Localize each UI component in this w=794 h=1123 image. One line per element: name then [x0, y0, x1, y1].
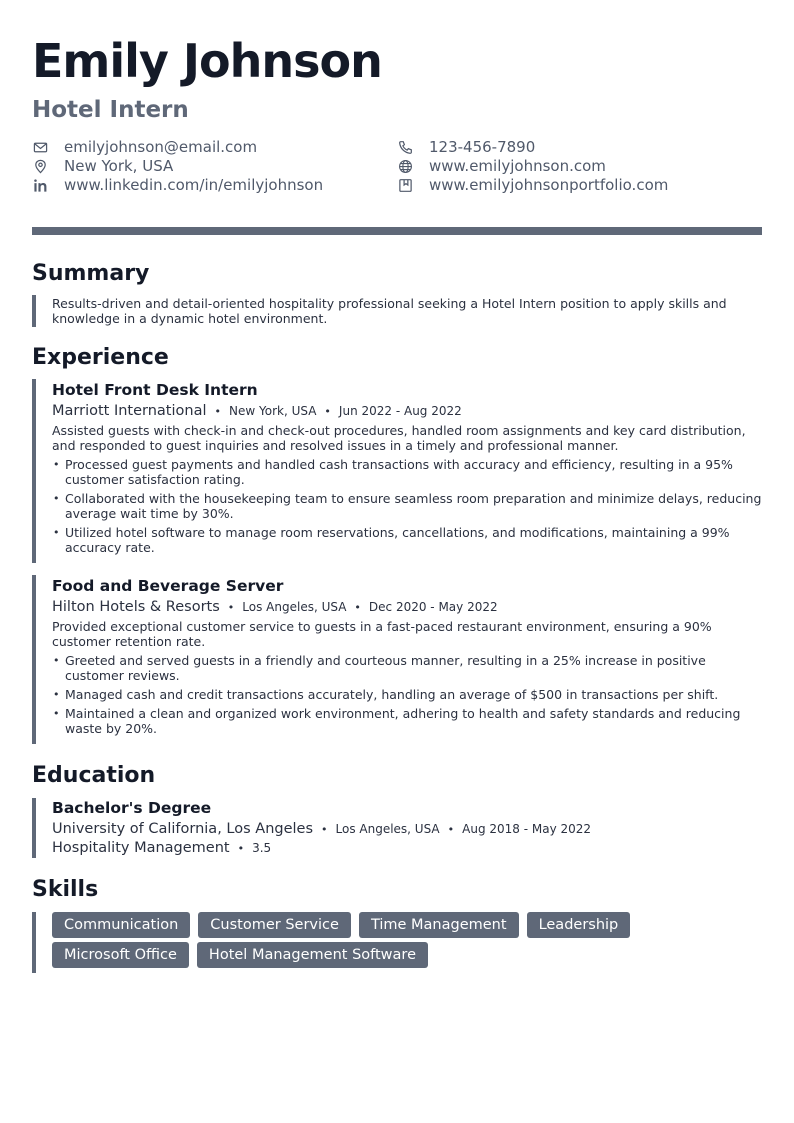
email-text: emilyjohnson@email.com [64, 138, 258, 156]
education-meta [52, 821, 762, 837]
separator-dot: • [237, 842, 245, 855]
skill-tag: Microsoft Office [52, 942, 189, 968]
job-company: Hilton Hotels & Resorts [52, 599, 220, 615]
contact-list [32, 138, 762, 194]
job-bullet: • Utilized hotel software to manage room reservations, cancellations, and modifications, maintaining a 99% accuracy rate. [52, 525, 762, 555]
separator-dot: • [214, 405, 221, 418]
skills-block [32, 912, 762, 973]
job-bullet: • Processed guest payments and handled cash transactions with accuracy and efficiency, resulting in a 95% customer satisfaction rating. [52, 457, 762, 487]
skill-tag: Communication [52, 912, 190, 938]
job-meta [52, 403, 762, 419]
experience-entry [32, 379, 762, 563]
education-field-row [52, 840, 762, 856]
job-bullet: • Managed cash and credit transactions accurately, handling an average of $500 in transactions per shift. [52, 687, 762, 702]
experience-entry [32, 575, 762, 744]
job-location: New York, USA [229, 404, 317, 418]
school-name: University of California, Los Angeles [52, 821, 314, 837]
phone-icon [397, 139, 413, 155]
portfolio-text: www.emilyjohnsonportfolio.com [429, 176, 669, 194]
education-heading: Education [32, 763, 156, 788]
education-entry [32, 798, 762, 858]
candidate-role: Hotel Intern [32, 97, 189, 123]
website-text: www.emilyjohnson.com [429, 157, 606, 175]
job-bullets [52, 653, 762, 736]
degree-title: Bachelor's Degree [52, 799, 212, 817]
skill-tag: Customer Service [198, 912, 351, 938]
job-description: Assisted guests with check-in and check-out procedures, handled room assignments and key card distribution, and responded to guest inquiries and resolved issues in a timely and professional manner. [52, 423, 746, 453]
job-bullet: • Greeted and served guests in a friendly and courteous manner, resulting in a 25% increase in positive customer reviews. [52, 653, 762, 683]
education-dates: Aug 2018 - May 2022 [462, 822, 592, 836]
summary-heading: Summary [32, 261, 150, 286]
location-text: New York, USA [64, 157, 174, 175]
contact-location [32, 157, 397, 175]
job-bullets [52, 457, 762, 555]
separator-dot: • [447, 823, 455, 836]
job-bullet: • Maintained a clean and organized work environment, adhering to health and safety standards and reducing waste by 20%. [52, 706, 762, 736]
candidate-name: Emily Johnson [32, 34, 382, 88]
linkedin-text: www.linkedin.com/in/emilyjohnson [64, 176, 324, 194]
separator-dot: • [354, 601, 361, 614]
header-divider [32, 227, 762, 235]
job-dates: Dec 2020 - May 2022 [368, 600, 498, 614]
summary-text: Results-driven and detail-oriented hospitality professional seeking a Hotel Intern position to apply skills and knowledge in a dynamic hotel environment. [32, 295, 762, 327]
job-description: Provided exceptional customer service to guests in a fast-paced restaurant environment, ensuring a 90% customer retention rate. [52, 619, 712, 649]
linkedin-icon [32, 177, 48, 193]
job-dates: Jun 2022 - Aug 2022 [338, 404, 462, 418]
job-location: Los Angeles, USA [242, 600, 347, 614]
skill-tag: Leadership [527, 912, 631, 938]
globe-icon [397, 158, 413, 174]
experience-heading: Experience [32, 345, 169, 370]
skills-heading: Skills [32, 877, 99, 902]
contact-portfolio[interactable] [397, 176, 762, 194]
phone-text: 123-456-7890 [429, 138, 536, 156]
contact-phone[interactable] [397, 138, 762, 156]
job-company: Marriott International [52, 403, 207, 419]
job-meta [52, 599, 762, 615]
gpa-value: 3.5 [252, 841, 272, 855]
contact-linkedin[interactable] [32, 176, 397, 194]
separator-dot: • [324, 405, 331, 418]
skill-tag: Time Management [359, 912, 519, 938]
field-of-study: Hospitality Management [52, 840, 230, 856]
separator-dot: • [227, 601, 235, 614]
job-title: Food and Beverage Server [52, 577, 284, 595]
job-title: Hotel Front Desk Intern [52, 381, 258, 399]
skills-list [52, 912, 692, 973]
contact-website[interactable] [397, 157, 762, 175]
job-bullet: • Collaborated with the housekeeping team to ensure seamless room preparation and minimize delays, reducing average wait time by 30%. [52, 491, 762, 521]
separator-dot: • [321, 823, 328, 836]
map-pin-icon [32, 158, 48, 174]
skill-tag: Hotel Management Software [197, 942, 428, 968]
portfolio-icon [397, 177, 413, 193]
contact-email[interactable] [32, 138, 397, 156]
mail-icon [32, 139, 48, 155]
school-location: Los Angeles, USA [335, 822, 440, 836]
